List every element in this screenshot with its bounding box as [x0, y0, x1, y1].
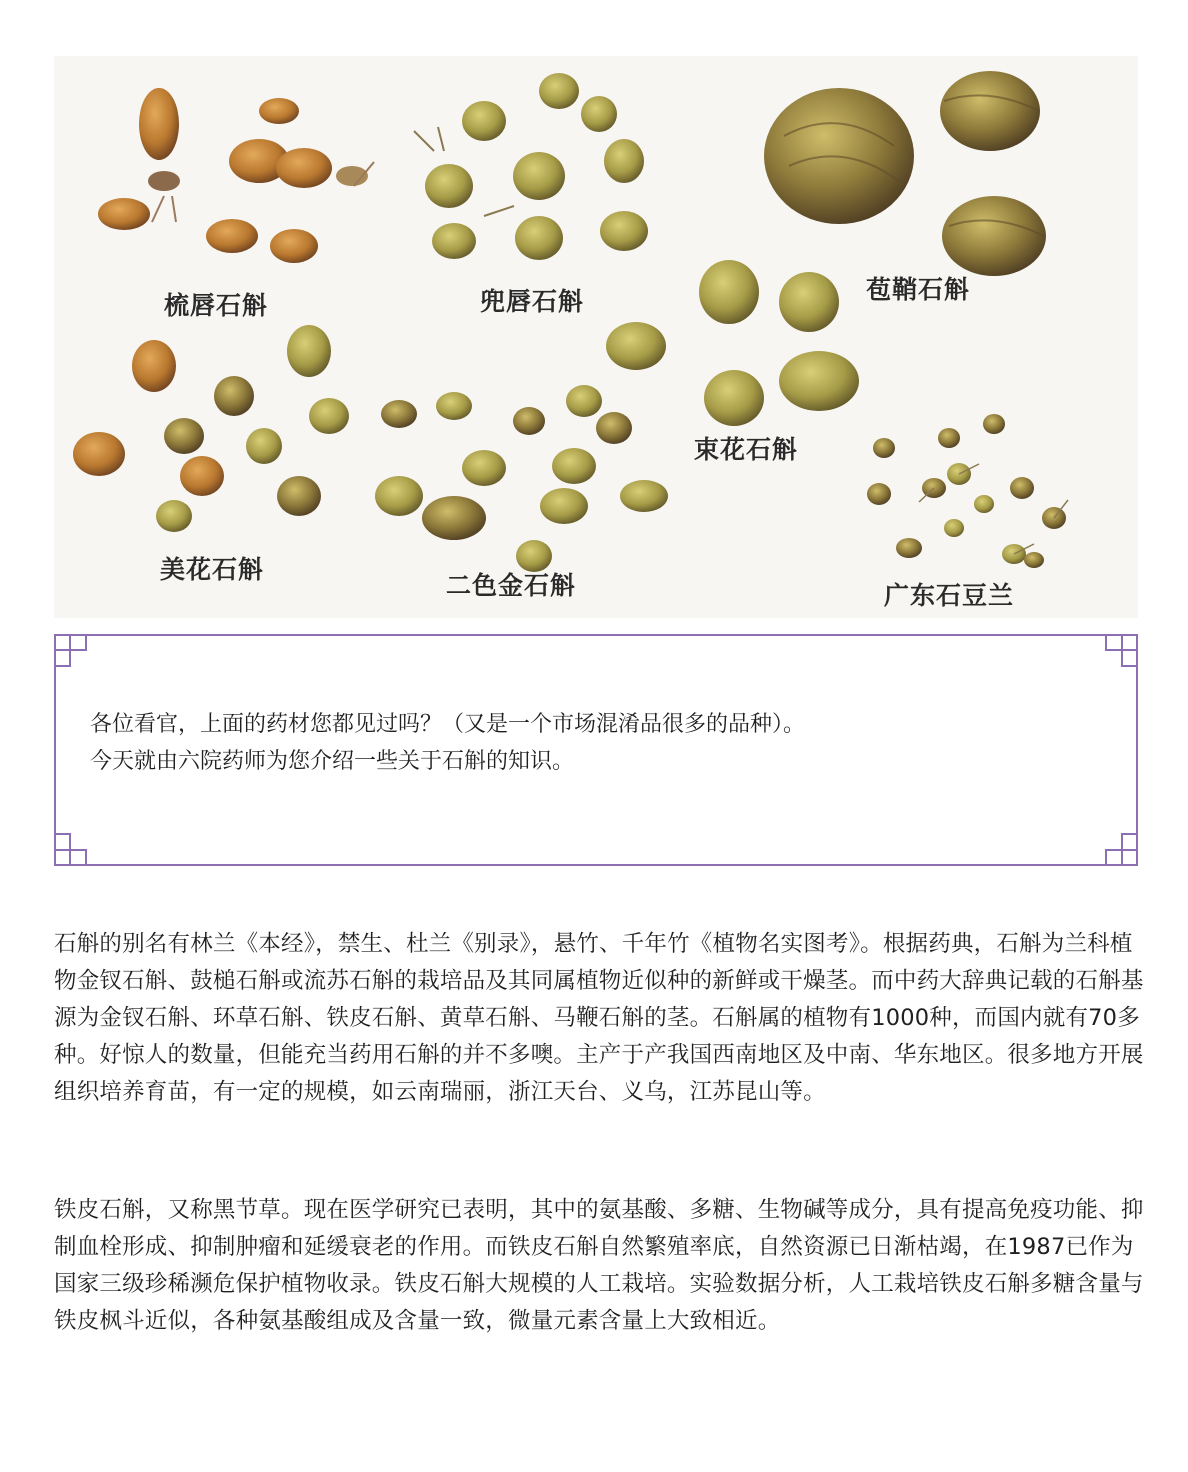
dou-chun-specimens: [414, 73, 648, 260]
intro-line-1: 各位看官，上面的药材您都见过吗？（又是一个市场混淆品很多的品种）。: [90, 712, 806, 737]
corner-ornament-icon: [54, 634, 104, 684]
label-shu-chun: 梳唇石斛: [164, 291, 269, 320]
shu-chun-specimens: [98, 88, 374, 263]
label-guangdong: 广东石豆兰: [884, 581, 1015, 610]
corner-ornament-icon: [1088, 634, 1138, 684]
body-paragraph-1: 石斛的别名有林兰《本经》，禁生、杜兰《别录》，悬竹、千年竹《植物名实图考》。根据药典，石斛为兰科植物金钗石斛、鼓槌石斛或流苏石斛的栽培品及其同属植物近似种的新鲜或干燥茎。而中药大辞典记载的石斛基源为金钗石斛、环草石斛、铁皮石斛、黄草石斛、马鞭石斛的茎。石斛属的植物有1000种，而国内就有70多种。好惊人的数量，但能充当药用石斛的并不多噢。主产于产我国西南地区及中南、华东地区。很多地方开展组织培养育苗，有一定的规模，如云南瑞丽，浙江天台、义乌，江苏昆山等。: [54, 931, 1144, 1105]
label-dou-chun: 兜唇石斛: [480, 287, 585, 316]
specimen-illustration: [54, 56, 1138, 618]
dendrobium-specimens-photo: [54, 56, 1138, 618]
label-shu-hua: 束花石斛: [694, 435, 799, 464]
intro-line-2: 今天就由六院药师为您介绍一些关于石斛的知识。: [90, 749, 575, 774]
mei-hua-specimens: [73, 325, 349, 532]
label-mei-hua: 美花石斛: [160, 555, 265, 584]
intro-text: [90, 706, 1106, 780]
guangdong-specimens: [867, 414, 1068, 568]
corner-ornament-icon: [1088, 816, 1138, 866]
body-paragraph-2: 铁皮石斛，又称黑节草。现在医学研究已表明，其中的氨基酸、多糖、生物碱等成分，具有提高免疫功能、抑制血栓形成、抑制肿瘤和延缓衰老的作用。而铁皮石斛自然繁殖率底，自然资源已日渐枯竭，在1987已作为国家三级珍稀濒危保护植物收录。铁皮石斛大规模的人工栽培。实验数据分析，人工栽培铁皮石斛多糖含量与铁皮枫斗近似，各种氨基酸组成及含量一致，微量元素含量上大致相近。: [54, 1197, 1144, 1334]
shu-hua-specimens: [606, 260, 859, 426]
bao-qiao-specimens: [764, 71, 1046, 276]
intro-frame: [54, 634, 1138, 866]
corner-ornament-icon: [54, 816, 104, 866]
er-se-jin-specimens: [375, 385, 668, 572]
label-bao-qiao: 苞鞘石斛: [866, 275, 971, 304]
label-er-se-jin: 二色金石斛: [446, 571, 577, 600]
